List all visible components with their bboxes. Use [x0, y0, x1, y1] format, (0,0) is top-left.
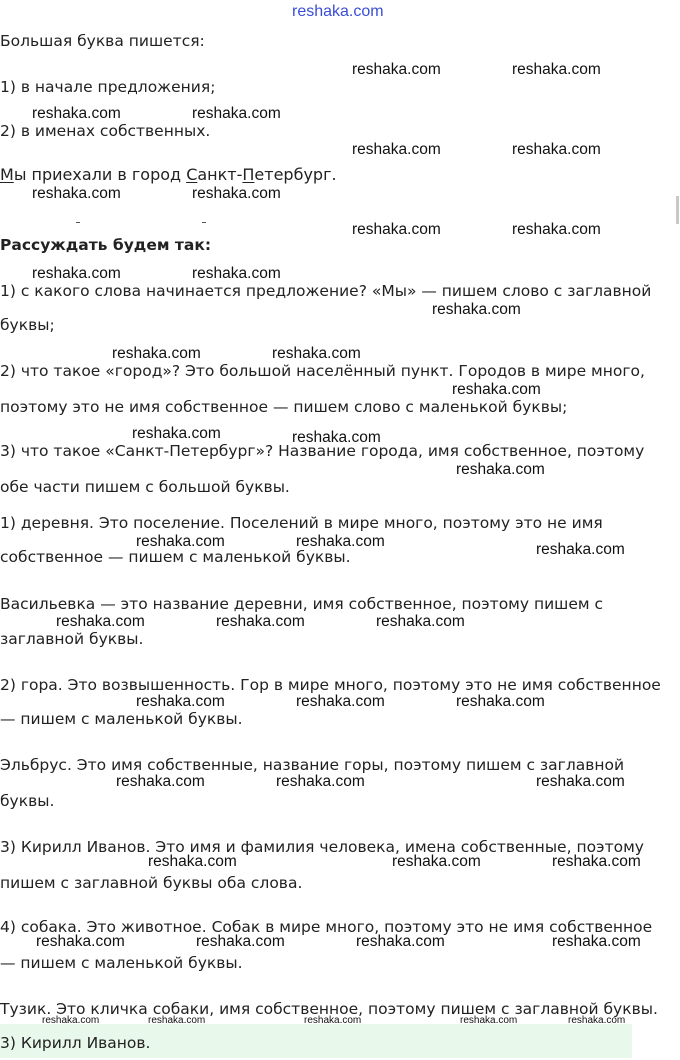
reasoning-line: буквы; — [0, 316, 55, 334]
watermark: reshaka.com — [36, 933, 125, 950]
watermark: reshaka.com — [552, 933, 641, 950]
capital-letter: М — [0, 165, 14, 184]
reasoning-line: обе части пишем с большой буквы. — [0, 478, 290, 496]
clipped-mark — [76, 222, 80, 223]
reasoning-line: 1) с какого слова начинается предложение? «Мы» — пишем слово с заглавной — [0, 282, 652, 300]
capital-letter: П — [242, 165, 255, 184]
watermark: reshaka.com — [512, 141, 601, 158]
site-link[interactable]: reshaka.com — [292, 3, 384, 20]
answer-line: собственное — пишем с маленькой буквы. — [0, 548, 351, 566]
watermark: reshaka.com — [32, 185, 121, 202]
watermark: reshaka.com — [132, 425, 221, 442]
watermark: reshaka.com — [272, 345, 361, 362]
answer-line: — пишем с маленькой буквы. — [0, 710, 243, 728]
rule-item-2: 2) в именах собственных. — [0, 122, 211, 140]
answer-line: пишем с заглавной буквы оба слова. — [0, 874, 303, 892]
watermark: reshaka.com — [460, 1015, 518, 1026]
watermark: reshaka.com — [32, 265, 121, 282]
capital-letter: С — [186, 165, 198, 184]
answer-line: заглавной буквы. — [0, 630, 144, 648]
watermark: reshaka.com — [512, 221, 601, 238]
watermark: reshaka.com — [568, 1015, 626, 1026]
watermark: reshaka.com — [276, 773, 365, 790]
watermark: reshaka.com — [352, 221, 441, 238]
example-text: ы приехали в город — [13, 165, 187, 184]
scrollbar-thumb[interactable] — [676, 196, 679, 224]
watermark: reshaka.com — [452, 381, 541, 398]
watermark: reshaka.com — [552, 853, 641, 870]
answer-line: буквы. — [0, 792, 55, 810]
watermark: reshaka.com — [512, 61, 601, 78]
answer-line: 2) гора. Это возвышенность. Гор в мире много, поэтому это не имя собственное — [0, 676, 661, 694]
answer-line: Тузик. Это кличка собаки, имя собственное, поэтому пишем с заглавной буквы. — [0, 1000, 658, 1018]
answer-line: 4) собака. Это животное. Собак в мире много, поэтому это не имя собственное — [0, 918, 653, 936]
watermark: reshaka.com — [536, 541, 625, 558]
watermark: reshaka.com — [456, 461, 545, 478]
rule-item-1: 1) в начале предложения; — [0, 78, 216, 96]
watermark: reshaka.com — [536, 773, 625, 790]
watermark: reshaka.com — [356, 933, 445, 950]
watermark: reshaka.com — [192, 265, 281, 282]
watermark: reshaka.com — [304, 1015, 362, 1026]
reasoning-line: 2) что такое «город»? Это большой населённый пункт. Городов в мире много, — [0, 362, 645, 380]
answer-line: — пишем с маленькой буквы. — [0, 954, 243, 972]
watermark: reshaka.com — [192, 185, 281, 202]
watermark: reshaka.com — [32, 105, 121, 122]
watermark: reshaka.com — [192, 105, 281, 122]
watermark: reshaka.com — [216, 613, 305, 630]
final-answer: 3) Кирилл Иванов. — [0, 1034, 151, 1052]
watermark: reshaka.com — [196, 933, 285, 950]
answer-line: Васильевка — это название деревни, имя собственное, поэтому пишем с — [0, 595, 604, 613]
watermark: reshaka.com — [432, 301, 521, 318]
watermark: reshaka.com — [392, 853, 481, 870]
watermark: reshaka.com — [116, 773, 205, 790]
rule-title: Большая буква пишется: — [0, 32, 205, 50]
watermark: reshaka.com — [42, 1015, 100, 1026]
reasoning-line: 3) что такое «Санкт-Петербург»? Название города, имя собственное, поэтому — [0, 442, 645, 460]
watermark: reshaka.com — [376, 613, 465, 630]
watermark: reshaka.com — [136, 533, 225, 550]
watermark: reshaka.com — [296, 533, 385, 550]
example-sentence — [0, 166, 337, 184]
watermark: reshaka.com — [352, 61, 441, 78]
watermark: reshaka.com — [112, 345, 201, 362]
watermark: reshaka.com — [292, 429, 381, 446]
watermark: reshaka.com — [136, 693, 225, 710]
answer-line: 3) Кирилл Иванов. Это имя и фамилия человека, имена собственные, поэтому — [0, 838, 644, 856]
watermark: reshaka.com — [148, 853, 237, 870]
clipped-mark — [202, 222, 206, 223]
watermark: reshaka.com — [56, 613, 145, 630]
example-text: етербург. — [254, 165, 337, 184]
watermark: reshaka.com — [148, 1015, 206, 1026]
watermark: reshaka.com — [456, 693, 545, 710]
answer-line: 1) деревня. Это поселение. Поселений в мире много, поэтому это не имя — [0, 514, 603, 532]
reasoning-line: поэтому это не имя собственное — пишем слово с маленькой буквы; — [0, 398, 568, 416]
watermark: reshaka.com — [296, 693, 385, 710]
answer-line: Эльбрус. Это имя собственные, название горы, поэтому пишем с заглавной — [0, 756, 625, 774]
example-text: анкт- — [197, 165, 243, 184]
reasoning-title: Рассуждать будем так: — [0, 236, 212, 254]
watermark: reshaka.com — [352, 141, 441, 158]
